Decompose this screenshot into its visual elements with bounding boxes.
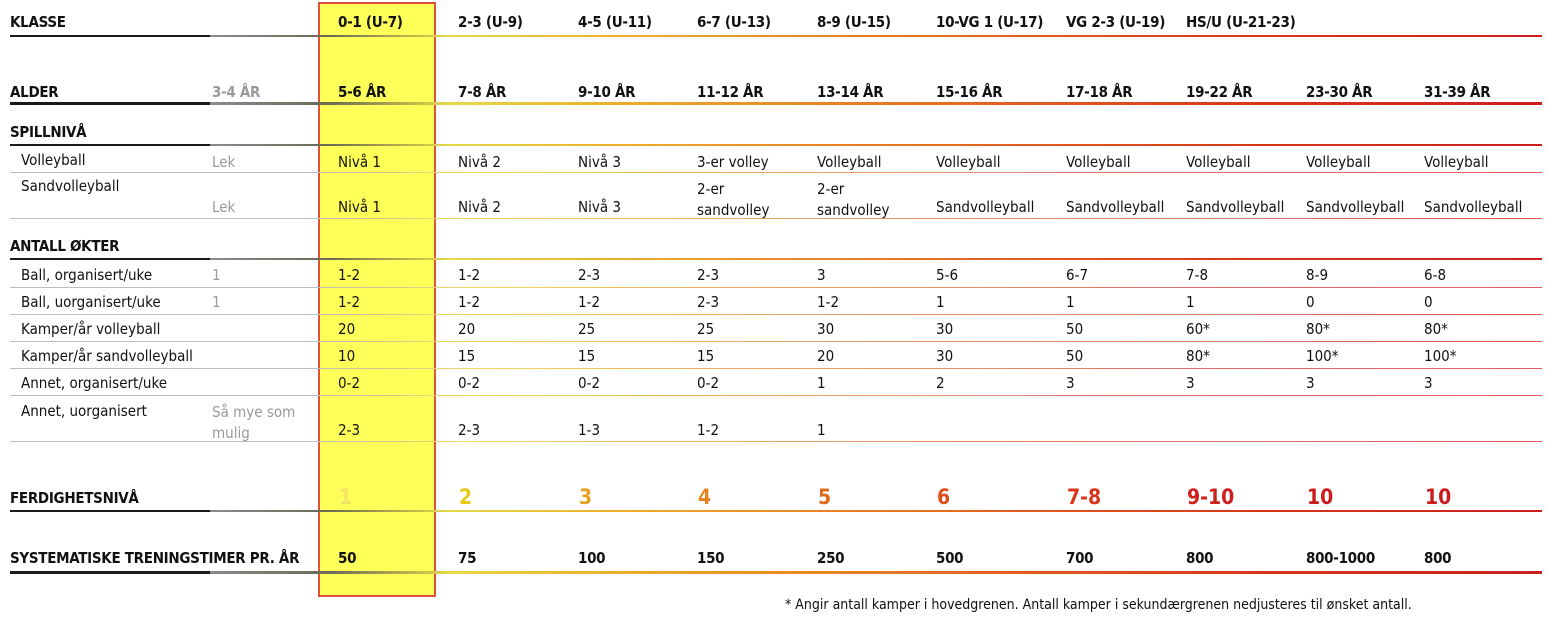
alder-cell: 9-10 ÅR [578, 83, 636, 101]
alder-cell: 5-6 ÅR [338, 83, 387, 101]
row-divider [210, 258, 1542, 260]
spillniva-cell: Sandvolleyball [1066, 198, 1165, 216]
okter-cell: 2 [936, 374, 945, 392]
timer-cell: 75 [458, 549, 477, 567]
okter-cell: 0 [1306, 293, 1315, 311]
timer-cell: 250 [817, 549, 845, 567]
row-divider [10, 172, 1542, 173]
okter-cell: 2-3 [458, 421, 481, 439]
spillniva-cell: Sandvolleyball [1186, 198, 1285, 216]
timer-cell: 50 [338, 549, 357, 567]
okter-cell: 0-2 [338, 374, 361, 392]
okter-cell: 3 [1306, 374, 1315, 392]
row-divider [10, 314, 1542, 315]
row-divider [10, 510, 210, 512]
spillniva-cell: Sandvolleyball [936, 198, 1035, 216]
alder-first-value: 3-4 ÅR [212, 83, 261, 101]
ferdighet-cell: 9-10 [1187, 485, 1235, 509]
okter-cell: 2-3 [697, 293, 720, 311]
okter-cell: 1 [936, 293, 945, 311]
spillniva-first-value: Lek [212, 198, 236, 216]
okter-cell: 7-8 [1186, 266, 1209, 284]
ferdighet-cell: 3 [579, 485, 593, 509]
okter-cell: 1-2 [338, 293, 361, 311]
okter-row-label: Kamper/år volleyball [21, 320, 161, 338]
okter-cell: 50 [1066, 347, 1084, 365]
okter-cell: 50 [1066, 320, 1084, 338]
spillniva-cell: 2-er sandvolley [817, 180, 890, 219]
okter-cell: 10 [338, 347, 356, 365]
spillniva-cell: Volleyball [1424, 153, 1489, 171]
okter-cell: 6-7 [1066, 266, 1089, 284]
okter-cell: 15 [578, 347, 596, 365]
okter-cell: 20 [458, 320, 476, 338]
okter-cell: 1-2 [458, 266, 481, 284]
spillniva-cell: 2-er sandvolley [697, 180, 770, 219]
spillniva-cell: Nivå 3 [578, 198, 621, 216]
okter-cell: 60* [1186, 320, 1210, 338]
row-divider [10, 341, 1542, 342]
okter-cell: 0 [1424, 293, 1433, 311]
spillniva-cell: Volleyball [817, 153, 882, 171]
okter-cell: 5-6 [936, 266, 959, 284]
okter-cell: 1-2 [817, 293, 840, 311]
okter-cell: 0-2 [697, 374, 720, 392]
row-divider [210, 571, 1542, 574]
klasse-cell: HS/U (U-21-23) [1186, 13, 1296, 31]
row-divider [210, 144, 1542, 146]
okter-cell: 1-2 [458, 293, 481, 311]
row-divider [10, 102, 210, 105]
okter-row-label: Annet, uorganisert [21, 402, 147, 420]
spillniva-row-label: Volleyball [21, 151, 86, 169]
okter-cell: 0-2 [578, 374, 601, 392]
okter-cell: 20 [817, 347, 835, 365]
ferdighet-label: FERDIGHETSNIVÅ [10, 489, 139, 507]
spillniva-cell: Nivå 1 [338, 198, 381, 216]
spillniva-cell: Nivå 2 [458, 198, 501, 216]
okter-cell: 15 [458, 347, 476, 365]
okter-cell: 80* [1424, 320, 1448, 338]
okter-row-label: Ball, organisert/uke [21, 266, 153, 284]
okter-cell: 3 [1066, 374, 1075, 392]
okter-cell: 100* [1306, 347, 1339, 365]
okter-first-value: Så mye som mulig [212, 403, 296, 442]
spillniva-cell: 3-er volley [697, 153, 769, 171]
row-divider [10, 571, 210, 574]
okter-cell: 1-3 [578, 421, 601, 439]
alder-cell: 11-12 ÅR [697, 83, 764, 101]
okter-cell: 1-2 [338, 266, 361, 284]
row-divider [10, 218, 1542, 219]
okter-cell: 30 [936, 347, 954, 365]
okter-row-label: Ball, uorganisert/uke [21, 293, 161, 311]
ferdighet-cell: 6 [937, 485, 951, 509]
timer-cell: 100 [578, 549, 606, 567]
klasse-cell: 6-7 (U-13) [697, 13, 771, 31]
spillniva-cell: Volleyball [1306, 153, 1371, 171]
okter-cell: 30 [936, 320, 954, 338]
okter-cell: 3 [817, 266, 826, 284]
ferdighet-cell: 5 [818, 485, 832, 509]
klasse-cell: 10-VG 1 (U-17) [936, 13, 1044, 31]
okter-cell: 2-3 [578, 266, 601, 284]
okter-cell: 1 [817, 421, 826, 439]
spillniva-cell: Nivå 1 [338, 153, 381, 171]
okter-cell: 20 [338, 320, 356, 338]
okter-cell: 25 [578, 320, 596, 338]
okter-cell: 1 [817, 374, 826, 392]
okter-row-label: Annet, organisert/uke [21, 374, 168, 392]
timer-cell: 150 [697, 549, 725, 567]
spillniva-cell: Nivå 2 [458, 153, 501, 171]
okter-row-label: Kamper/år sandvolleyball [21, 347, 193, 365]
alder-cell: 23-30 ÅR [1306, 83, 1373, 101]
spillniva-cell: Nivå 3 [578, 153, 621, 171]
spillniva-cell: Volleyball [936, 153, 1001, 171]
row-divider [10, 287, 1542, 288]
spillniva-row-label: Sandvolleyball [21, 177, 120, 195]
alder-cell: 19-22 ÅR [1186, 83, 1253, 101]
row-divider [10, 144, 210, 146]
okter-cell: 8-9 [1306, 266, 1329, 284]
footnote: * Angir antall kamper i hovedgrenen. Antall kamper i sekundærgrenen nedjusteres til ønsket antall. [785, 597, 1412, 613]
alder-cell: 17-18 ÅR [1066, 83, 1133, 101]
row-divider [210, 102, 1542, 105]
klasse-cell: 0-1 (U-7) [338, 13, 403, 31]
row-divider [210, 510, 1542, 512]
row-divider [10, 368, 1542, 369]
timer-cell: 500 [936, 549, 964, 567]
okter-heading: ANTALL ØKTER [10, 237, 120, 255]
okter-cell: 25 [697, 320, 715, 338]
ferdighet-cell: 7-8 [1067, 485, 1102, 509]
timer-cell: 800 [1424, 549, 1452, 567]
okter-cell: 3 [1424, 374, 1433, 392]
row-divider [10, 35, 210, 37]
ferdighet-cell: 1 [339, 485, 353, 509]
okter-first-value: 1 [212, 266, 221, 284]
spillniva-heading: SPILLNIVÅ [10, 123, 87, 141]
alder-cell: 31-39 ÅR [1424, 83, 1491, 101]
spillniva-cell: Sandvolleyball [1306, 198, 1405, 216]
okter-first-value: 1 [212, 293, 221, 311]
timer-cell: 800-1000 [1306, 549, 1375, 567]
alder-label: ALDER [10, 83, 59, 101]
okter-cell: 15 [697, 347, 715, 365]
alder-cell: 7-8 ÅR [458, 83, 507, 101]
spillniva-cell: Sandvolleyball [1424, 198, 1523, 216]
timer-cell: 800 [1186, 549, 1214, 567]
okter-cell: 1 [1066, 293, 1075, 311]
okter-cell: 6-8 [1424, 266, 1447, 284]
ferdighet-cell: 10 [1307, 485, 1334, 509]
timer-cell: 700 [1066, 549, 1094, 567]
row-divider [10, 395, 1542, 396]
klasse-cell: 8-9 (U-15) [817, 13, 891, 31]
okter-cell: 1-2 [697, 421, 720, 439]
okter-cell: 30 [817, 320, 835, 338]
spillniva-cell: Volleyball [1066, 153, 1131, 171]
timer-label: SYSTEMATISKE TRENINGSTIMER PR. ÅR [10, 549, 300, 567]
klasse-cell: 4-5 (U-11) [578, 13, 652, 31]
okter-cell: 2-3 [697, 266, 720, 284]
okter-cell: 80* [1306, 320, 1330, 338]
ferdighet-cell: 4 [698, 485, 712, 509]
okter-cell: 1 [1186, 293, 1195, 311]
spillniva-cell: Volleyball [1186, 153, 1251, 171]
klasse-cell: 2-3 (U-9) [458, 13, 523, 31]
okter-cell: 100* [1424, 347, 1457, 365]
okter-cell: 3 [1186, 374, 1195, 392]
klasse-cell: VG 2-3 (U-19) [1066, 13, 1166, 31]
okter-cell: 0-2 [458, 374, 481, 392]
ferdighet-cell: 2 [459, 485, 473, 509]
okter-cell: 1-2 [578, 293, 601, 311]
ferdighet-cell: 10 [1425, 485, 1452, 509]
okter-cell: 80* [1186, 347, 1210, 365]
klasse-label: KLASSE [10, 13, 66, 31]
row-divider [10, 258, 210, 260]
okter-cell: 2-3 [338, 421, 361, 439]
spillniva-first-value: Lek [212, 153, 236, 171]
row-divider [210, 35, 1542, 37]
alder-cell: 13-14 ÅR [817, 83, 884, 101]
alder-cell: 15-16 ÅR [936, 83, 1003, 101]
